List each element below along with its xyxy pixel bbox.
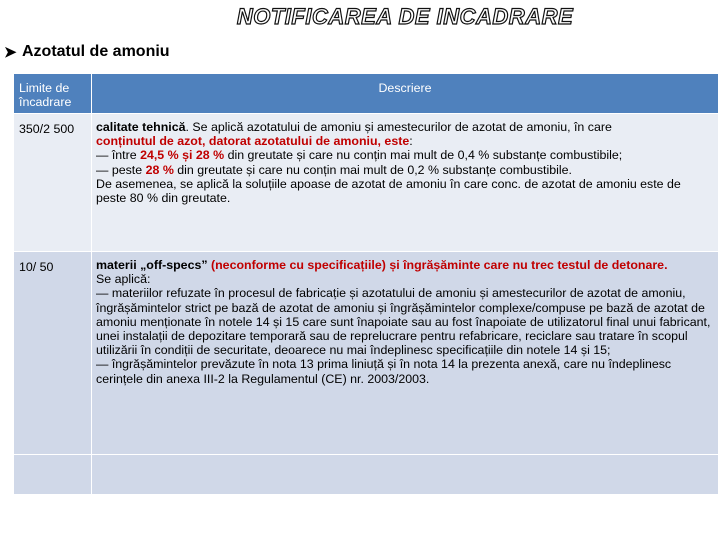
- item-text: din greutate și care nu conțin mai mult de 0,4 % substanțe combustibile;: [224, 148, 623, 163]
- table-row: [14, 114, 718, 251]
- table-row: [14, 252, 718, 454]
- row-highlight-tail: :: [409, 134, 413, 149]
- header-limits-line1: Limite de: [19, 81, 70, 95]
- section-heading: [4, 40, 170, 64]
- page-title: NOTIFICAREA DE INCADRARE: [236, 4, 574, 29]
- item-highlight: 24,5 % și 28 %: [140, 148, 225, 163]
- column-divider: [91, 74, 92, 494]
- section-heading-label: Azotatul de amoniu: [22, 43, 170, 60]
- row-lead-rest: . Se aplică azotatului de amoniu și amestecurilor de azotat de amoniu, în care: [185, 120, 612, 134]
- table-header-row: [14, 74, 718, 113]
- row-item: — îngrășămintelor prevăzute în nota 13 prima liniuță și în nota 14 la prezenta anexă, care nu îndeplinesc cerințele din anexa III-2 la Regulamentul (CE) nr. 2003/2003.: [96, 357, 672, 386]
- row-highlight: conținutul de azot, datorat azotatului de amoniu, este: [96, 134, 410, 149]
- item-text: din greutate și care nu conțin mai mult de 0,2 % substanțe combustibile.: [173, 162, 572, 177]
- item-highlight: 28 %: [145, 162, 174, 177]
- row-lead: calitate tehnică: [96, 120, 186, 134]
- header-limits: [19, 81, 71, 109]
- row-divider: [14, 454, 718, 455]
- row-item: — materiilor refuzate în procesul de fabricație și azotatului de amoniu și amestecurilor de azotat de amoniu, îngrășămintelor strict pe bază de azotat de amoniu și îngrășămintelor complexe/compuse pe bază de azotat de amoniu menționate în notele 14 și 15 care sunt înapoiate sau au fost înapoiate de utilizatorul final unui fabricant, unei instalații de depozitare temporară sau de reprelucrare pentru refabricare, reciclare sau tratare în scopul utilizării în condiții de securitate, deoarece nu mai îndeplinesc specificațiile din notele 14 și 15;: [96, 286, 711, 358]
- header-description: Descriere: [378, 81, 432, 95]
- row-limit: 10/ 50: [19, 260, 54, 274]
- arrow-bullet-icon: ➤: [4, 44, 17, 61]
- row-applies: Se aplică:: [96, 272, 151, 287]
- classification-table: [14, 74, 718, 494]
- row-limit: 350/2 500: [19, 122, 75, 136]
- row-lead: materii „off-specs”: [96, 258, 208, 272]
- table-empty-row: [14, 455, 718, 494]
- row-highlight: (neconforme cu specificațiile) și îngrășăminte care nu trec testul de detonare.: [207, 258, 668, 272]
- row-description: [96, 258, 714, 386]
- row-divider: [14, 113, 718, 114]
- row-divider: [14, 251, 718, 252]
- row-extra: De asemenea, se aplică la soluțiile apoase de azotat de amoniu în care conc. de azotat de amoniu este de peste 80 % din greutate.: [96, 176, 681, 206]
- header-limits-line2: încadrare: [19, 95, 72, 109]
- item-prefix: — între: [96, 148, 141, 163]
- row-description: [96, 120, 714, 205]
- item-prefix: — peste: [96, 162, 146, 177]
